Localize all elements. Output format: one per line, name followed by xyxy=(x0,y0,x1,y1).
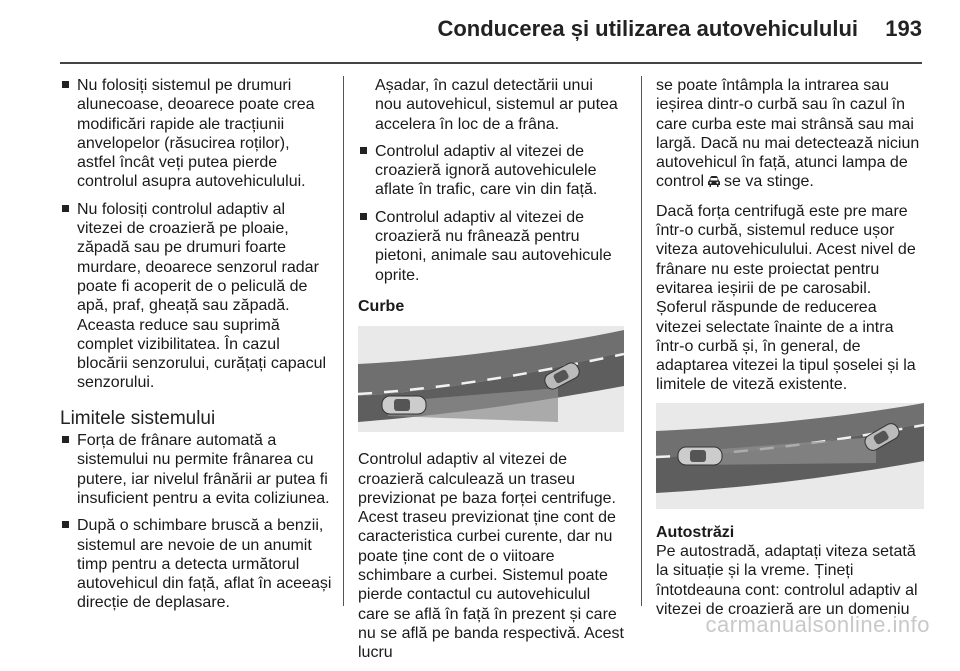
section-heading-highways: Autostrăzi xyxy=(656,523,735,541)
car-ahead-indicator-icon xyxy=(707,174,721,193)
bullet-square-icon xyxy=(62,436,69,443)
paragraph: Dacă forța centrifugă este pre mare într-o curbă, sistemul reduce ușor viteza autovehiculului. Acest nivel de frânare nu este proiectat pentru evitarea ieșirii de pe carosabil. Șoferul răspunde de reducerea vitezei selectate înainte de a intra într-o curbă și, în general, de adaptarea vitezei la tipul șoselei și la limitele de viteză existente. xyxy=(656,202,916,394)
list-item: Forța de frânare automată a sistemului nu permite frânarea cu putere, iar nivelul frânării ar putea fi insuficient pentru a evita coliziunea. xyxy=(60,431,332,508)
paragraph: se poate întâmpla la intrarea sau ieșirea dintr-o curbă sau în cazul în care curba este mai strânsă sau mai largă. Dacă nu mai detectează niciun autovehicul în față, atunci lampa de control se va stinge. xyxy=(656,76,924,194)
column-3 xyxy=(656,76,924,627)
list-item: Nu folosiți controlul adaptiv al vitezei de croazieră pe ploaie, zăpadă sau pe drumuri foarte murdare, deoarece senzorul radar poate fi acoperit de o peliculă de apă, praf, gheață sau zăpadă. Aceasta reduce sau suprimă complet vizibilitatea. În cazul blocării senzorului, curățați capacul senzorului. xyxy=(60,200,332,393)
curve-illustration xyxy=(358,326,624,432)
page-number: 193 xyxy=(885,16,922,41)
list-item: Controlul adaptiv al vitezei de croazieră nu frânează pentru pietoni, animale sau autovehicule oprite. xyxy=(358,208,624,285)
bullet-square-icon xyxy=(62,521,69,528)
list-item: Nu folosiți sistemul pe drumuri alunecoase, deoarece poate crea modificări rapide ale tracțiunii anvelopelor (răsucirea roților), astfel încât veți putea pierde controlul asupra autovehiculului. xyxy=(60,76,332,192)
bullet-square-icon xyxy=(62,205,69,212)
highway-image xyxy=(656,403,924,509)
bullet-square-icon xyxy=(360,147,367,154)
section-heading-system-limits: Limitele sistemului xyxy=(60,407,216,429)
list-item: După o schimbare bruscă a benzii, sistemul are nevoie de un anumit timp pentru a detecta următorul autovehicul din față, aflat în aceeași direcție de deplasare. xyxy=(60,516,332,612)
page-title: Conducerea și utilizarea autovehiculului xyxy=(437,16,858,41)
own-car-icon xyxy=(382,396,426,414)
highway-illustration xyxy=(656,403,924,509)
watermark: carmanualsonline.info xyxy=(705,612,930,637)
column-2 xyxy=(358,76,624,671)
bullet-square-icon xyxy=(360,213,367,220)
bullet-square-icon xyxy=(62,81,69,88)
page-header xyxy=(0,0,960,62)
column-divider-2 xyxy=(641,76,642,606)
section-heading-curves: Curbe xyxy=(358,297,405,315)
curves-paragraph: Controlul adaptiv al vitezei de croazieră calculează un traseu previzionat pe baza forței centrifuge. Acest traseu previzionat ține cont de caracteristica curbei curente, dar nu poate ține cont de o viitoare schimbare a curbei. Sistemul poate pierde contactul cu autovehiculul care se află în față în prezent și care nu se află pe banda respectivă. Acest lucru xyxy=(358,451,624,662)
highways-paragraph: Pe autostradă, adaptați viteza setată la situație și la vreme. Țineți întotdeauna cont: controlul adaptiv al vitezei de croazieră are un domeniu xyxy=(656,543,918,618)
column-divider-1 xyxy=(343,76,344,606)
own-car-icon xyxy=(678,447,722,465)
curve-road-image xyxy=(358,326,624,432)
continuation-text: Așadar, în cazul detectării unui nou autovehicul, sistemul ar putea accelera în loc de a frâna. xyxy=(375,77,618,133)
column-1 xyxy=(60,76,332,621)
list-item: Controlul adaptiv al vitezei de croazieră ignoră autovehiculele aflate în trafic, care vin din față. xyxy=(358,142,624,200)
header-divider xyxy=(60,62,922,64)
